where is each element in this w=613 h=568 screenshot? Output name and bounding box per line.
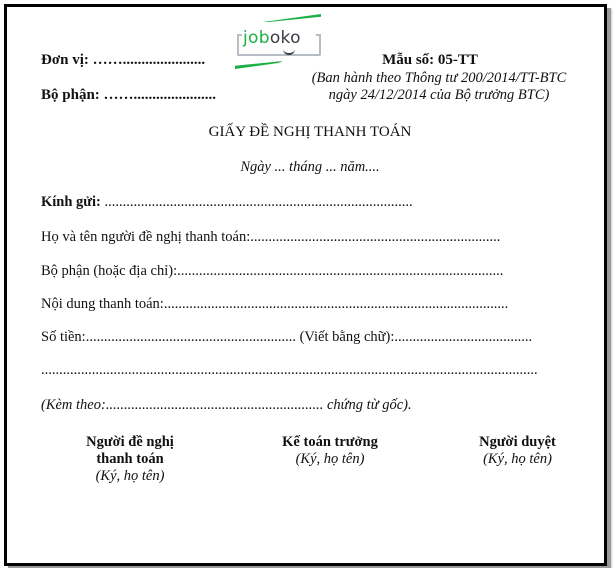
logo-bottom-stripe	[235, 61, 283, 69]
document-title: GIẤY ĐỀ NGHỊ THANH TOÁN	[208, 124, 412, 140]
noi-dung-field[interactable]	[41, 296, 508, 313]
continuation-line[interactable]: .........................................................................................................................................	[41, 362, 538, 378]
don-vi-label: Đơn vị:	[41, 52, 89, 68]
kem-theo-label: (Kèm theo:	[41, 397, 106, 413]
don-vi-field	[41, 52, 205, 69]
so-tien-label: Số tiền:	[41, 329, 86, 345]
signature-proposer	[70, 434, 190, 485]
don-vi-dots: ……......................	[92, 52, 206, 68]
noi-dung-label: Nội dung thanh toán:	[41, 296, 164, 312]
signature-title: Người duyệt	[479, 434, 556, 450]
kem-theo-field[interactable]	[41, 397, 412, 414]
kem-theo-dots[interactable]: ............................................................	[105, 397, 327, 413]
ho-ten-dots[interactable]: .....................................................................	[250, 229, 501, 245]
issued-line-2: ngày 24/12/2014 của Bộ trưởng BTC)	[328, 87, 550, 103]
so-tien-words-dots[interactable]: ......................................	[394, 329, 533, 345]
so-tien-dots[interactable]: ..........................................................	[85, 329, 300, 345]
bo-phan-header-dots: ……......................	[103, 87, 217, 103]
so-tien-field[interactable]	[41, 329, 532, 346]
ho-ten-field[interactable]	[41, 229, 500, 246]
logo-top-stripe	[263, 14, 321, 22]
logo-wordmark: joboko	[243, 28, 301, 48]
signature-title: Kế toán trưởng	[282, 434, 378, 450]
signature-chief-accountant	[265, 434, 395, 468]
signature-note: (Ký, họ tên)	[295, 451, 365, 467]
bo-phan-header-label: Bộ phận:	[41, 87, 100, 103]
kinh-gui-field[interactable]	[41, 194, 413, 211]
signature-title-2: thanh toán	[96, 451, 164, 467]
ho-ten-label: Họ và tên người đề nghị thanh toán:	[41, 229, 251, 245]
so-tien-words-label: (Viết bằng chữ):	[299, 329, 395, 345]
date-line: Ngày ... tháng ... năm....	[240, 159, 380, 175]
kinh-gui-dots[interactable]: .....................................................................................	[100, 194, 413, 210]
signature-note: (Ký, họ tên)	[95, 468, 165, 484]
kinh-gui-label: Kính gửi:	[41, 194, 101, 210]
bo-phan-dots[interactable]: ..........................................................................................	[177, 263, 504, 279]
noi-dung-dots[interactable]: ...............................................................................................	[163, 296, 509, 312]
issued-line-1: (Ban hành theo Thông tư 200/2014/TT-BTC	[311, 70, 567, 86]
signature-note: (Ký, họ tên)	[483, 451, 552, 467]
joboko-logo-icon	[233, 14, 325, 70]
bo-phan-field[interactable]	[41, 263, 503, 280]
bo-phan-label: Bộ phận (hoặc địa chỉ):	[41, 263, 178, 279]
signature-title: Người đề nghị	[86, 434, 174, 450]
bo-phan-header-field	[41, 87, 216, 104]
form-number: Mẫu số: 05-TT	[382, 52, 478, 68]
signature-approver	[460, 434, 575, 468]
kem-theo-suffix: chứng từ gốc).	[326, 397, 412, 413]
